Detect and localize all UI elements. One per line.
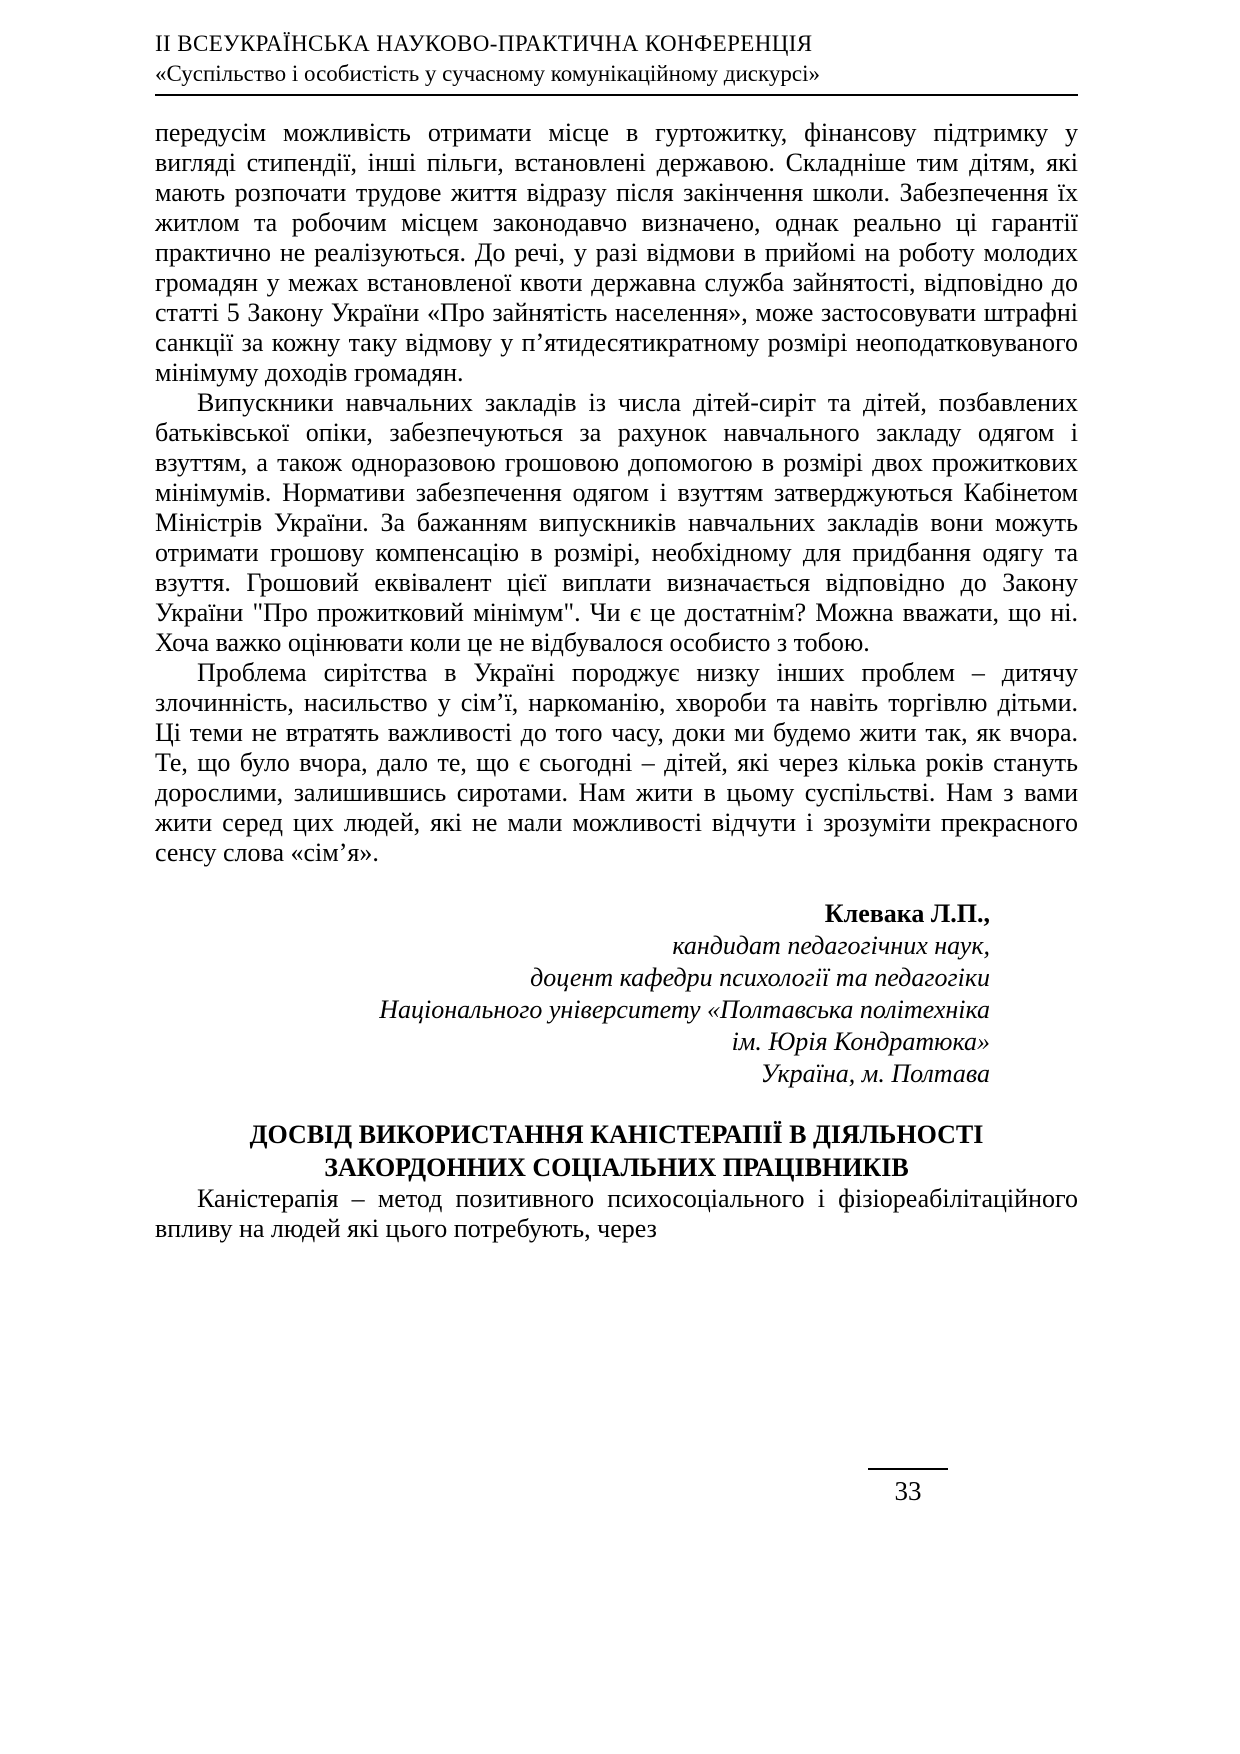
article-paragraph: Каністерапія – метод позитивного психосоціального і фізіореабілітаційного впливу на людей які цього потребують, через bbox=[155, 1184, 1078, 1244]
paragraph-3: Проблема сирітства в Україні породжує низку інших проблем – дитячу злочинність, насильство у сім’ї, наркоманію, хвороби та навіть торгівлю дітьми. Ці теми не втратять важливості до того часу, доки ми будемо жити так, як вчора. Те, що було вчора, дало те, що є сьогодні – дітей, які через кілька років стануть дорослими, залишившись сиротами. Нам жити в цьому суспільстві. Нам з вами жити серед цих людей, які не мали можливості відчути і зрозуміти прекрасного сенсу слова «сім’я». bbox=[155, 658, 1078, 868]
author-credential-line: доцент кафедри психології та педагогіки bbox=[530, 963, 990, 993]
author-credential-line: Національного університету «Полтавська політехніка bbox=[379, 995, 990, 1025]
conference-subtitle: «Суспільство і особистість у сучасному комунікаційному дискурсі» bbox=[155, 60, 820, 86]
paragraph-1: передусім можливість отримати місце в гуртожитку, фінансову підтримку у вигляді стипендії, інші пільги, встановлені державою. Складніше тим дітям, які мають розпочати трудове життя відразу після закінчення школи. Забезпечення їх житлом та робочим місцем законодавчо визначено, однак реально ці гарантії практично не реалізуються. До речі, у разі відмови в прийомі на роботу молодих громадян у межах встановленої квоти державна служба зайнятості, відповідно до статті 5 Закону України «Про зайнятість населення», може застосовувати штрафні санкції за кожну таку відмову у п’ятидесятикратному розмірі неоподатковуваного мінімуму доходів громадян. bbox=[155, 118, 1078, 388]
page-number: 33 bbox=[894, 1476, 922, 1506]
footer-divider bbox=[868, 1468, 948, 1470]
author-name: Клевака Л.П., bbox=[824, 899, 990, 929]
conference-title: ІІ ВСЕУКРАЇНСЬКА НАУКОВО-ПРАКТИЧНА КОНФЕРЕНЦІЯ bbox=[155, 31, 813, 56]
author-credential-line: ім. Юрія Кондратюка» bbox=[731, 1027, 990, 1057]
page-header bbox=[155, 30, 1078, 96]
author-credential-line: Україна, м. Полтава bbox=[760, 1059, 990, 1089]
article-title bbox=[155, 1118, 1078, 1184]
paragraph-2: Випускники навчальних закладів із числа дітей-сиріт та дітей, позбавлених батьківської опіки, забезпечуються за рахунок навчального закладу одягом і взуттям, а також одноразовою грошовою допомогою в розмірі двох прожиткових мінімумів. Нормативи забезпечення одягом і взуттям затверджуються Кабінетом Міністрів України. За бажанням випускників навчальних закладів вони можуть отримати грошову компенсацію в розмірі, необхідному для придбання одягу та взуття. Грошовий еквівалент цієї виплати визначається відповідно до Закону України "Про прожитковий мінімум". Чи є це достатнім? Можна вважати, що ні. Хоча важко оцінювати коли це не відбувалося особисто з тобою. bbox=[155, 388, 1078, 658]
header-divider bbox=[155, 94, 1078, 96]
author-credential-line: кандидат педагогічних наук, bbox=[672, 931, 990, 961]
page-footer bbox=[868, 1468, 948, 1507]
page-body bbox=[155, 118, 1078, 1244]
article-title-line-1: ДОСВІД ВИКОРИСТАННЯ КАНІСТЕРАПІЇ В ДІЯЛЬНОСТІ bbox=[249, 1120, 984, 1150]
article-title-line-2: ЗАКОРДОННИХ СОЦІАЛЬНИХ ПРАЦІВНИКІВ bbox=[324, 1153, 909, 1183]
author-block bbox=[155, 898, 1078, 1090]
